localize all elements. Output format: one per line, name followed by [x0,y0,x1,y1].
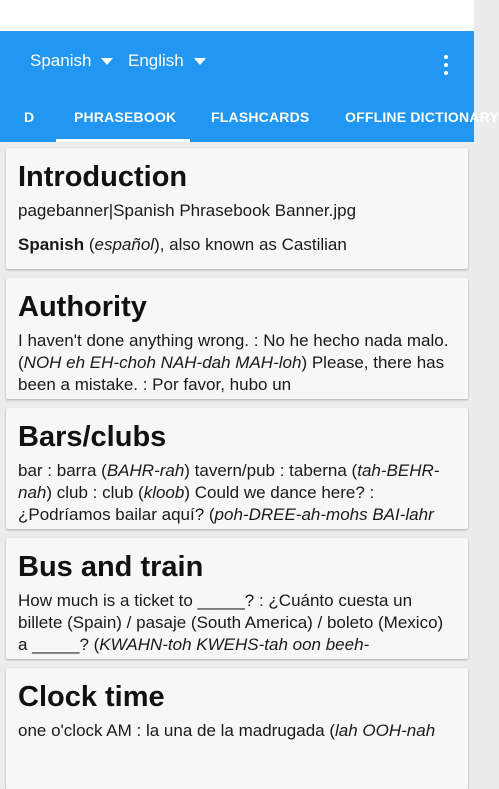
card-bus-and-train[interactable] [6,538,468,659]
card-clock-time[interactable] [6,668,468,789]
app-toolbar [0,31,474,88]
tab-bar [0,88,499,142]
card-text: bar : barra (BAHR-rah) tavern/pub : taberna (tah-BEHR-nah) club : club (kloob) Could we dance here? : ¿Podríamos bailar aquí? (poh-DREE-ah-mohs BAI-lahr [18,461,440,524]
selected-tab-indicator [56,139,190,142]
overflow-menu-icon[interactable] [444,55,448,75]
card-introduction[interactable] [6,148,468,269]
source-language-label: Spanish [30,51,92,70]
card-text: How much is a ticket to _____? : ¿Cuánto cuesta un billete (Spain) / pasaje (South America) / boleto (Mexico) a _____? (KWAHN-toh KWEHS-tah oon beeh- [18,591,444,654]
target-language-label: English [128,51,184,70]
card-title: Bus and train [18,551,204,583]
card-authority[interactable] [6,278,468,399]
tab-flashcards[interactable]: FLASHCARDS [211,109,310,125]
card-text: Spanish (español), also known as Castilian [18,235,347,254]
card-title: Bars/clubs [18,421,167,453]
tab-dictionary-partial[interactable]: D [24,109,35,125]
card-text: I haven't done anything wrong. : No he hecho nada malo. (NOH eh EH-choh NAH-dah MAH-loh) Please, there has been a mistake. : Por favor, hubo un [18,331,449,394]
phrasebook-list[interactable] [0,142,474,789]
dropdown-arrow-icon [194,58,206,65]
dropdown-arrow-icon [101,58,113,65]
source-language-selector[interactable] [30,51,113,71]
tab-offline-dictionary[interactable]: OFFLINE DICTIONARY [345,109,499,125]
card-title: Clock time [18,681,165,713]
card-title: Introduction [18,161,188,193]
card-text: pagebanner|Spanish Phrasebook Banner.jpg [18,201,357,220]
status-bar [0,0,474,31]
card-text: one o'clock AM : la una de la madrugada (lah OOH-nah [18,721,436,740]
card-title: Authority [18,291,147,323]
tab-phrasebook[interactable]: PHRASEBOOK [74,109,177,125]
card-bars-clubs[interactable] [6,408,468,529]
target-language-selector[interactable] [128,51,206,71]
